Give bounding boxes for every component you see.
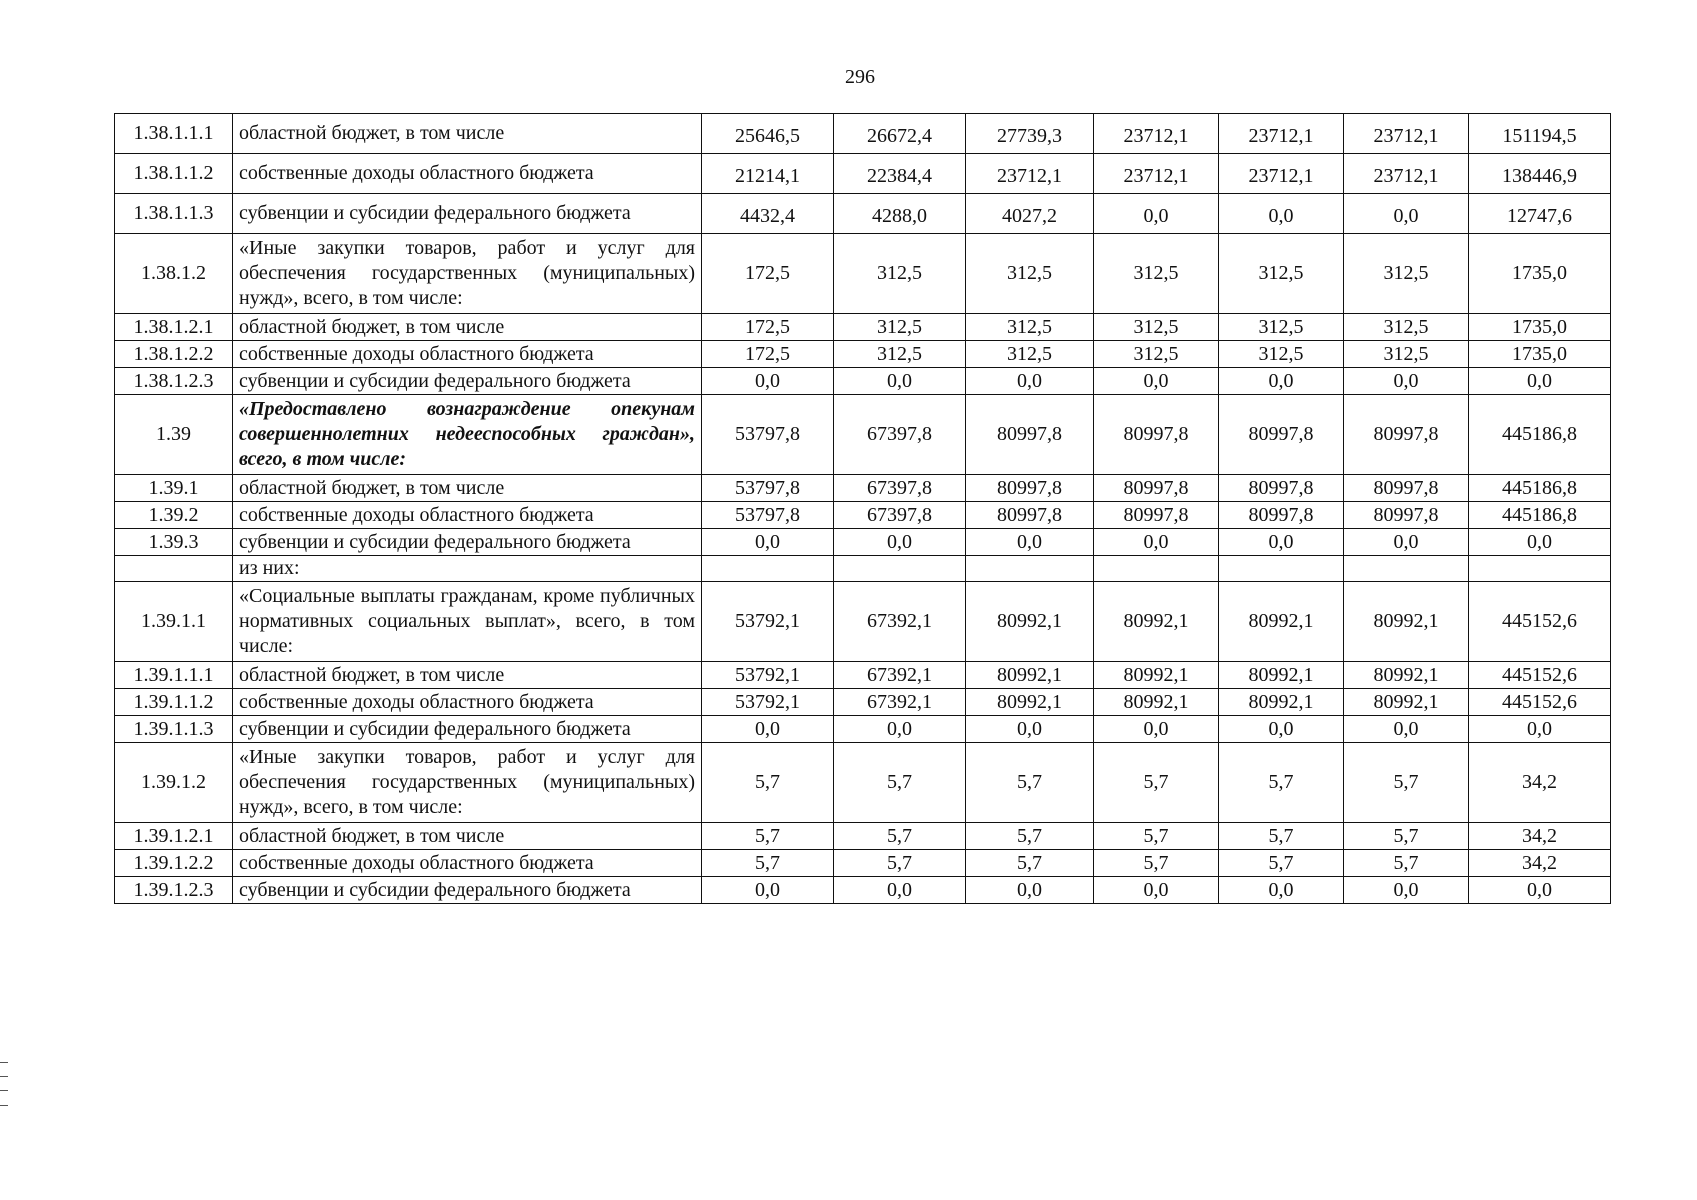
- row-year-value: 5,7: [966, 743, 1094, 823]
- row-year-value: 80997,8: [1344, 395, 1469, 475]
- row-year-value: 27739,3: [966, 114, 1094, 154]
- table-row: [115, 689, 1611, 716]
- row-code: 1.39.1.1.1: [115, 662, 233, 689]
- row-year-value: 5,7: [966, 823, 1094, 850]
- table-row: [115, 850, 1611, 877]
- row-total-value: 1735,0: [1469, 314, 1611, 341]
- row-year-value: [1094, 556, 1219, 582]
- row-year-value: 172,5: [702, 234, 834, 314]
- row-year-value: 0,0: [1344, 529, 1469, 556]
- row-code: 1.38.1.2.3: [115, 368, 233, 395]
- row-year-value: 23712,1: [1344, 154, 1469, 194]
- row-year-value: 0,0: [1219, 529, 1344, 556]
- table-row: [115, 114, 1611, 154]
- row-year-value: 312,5: [1219, 341, 1344, 368]
- row-year-value: 5,7: [834, 850, 966, 877]
- row-name: «Социальные выплаты гражданам, кроме публичных нормативных социальных выплат», всего, в том числе:: [233, 582, 702, 662]
- row-year-value: 312,5: [966, 234, 1094, 314]
- row-name: областной бюджет, в том числе: [233, 823, 702, 850]
- row-code: 1.38.1.2.1: [115, 314, 233, 341]
- row-year-value: 5,7: [1094, 823, 1219, 850]
- row-year-value: 312,5: [1344, 314, 1469, 341]
- row-year-value: 0,0: [702, 368, 834, 395]
- row-year-value: 0,0: [834, 529, 966, 556]
- row-year-value: 0,0: [966, 877, 1094, 904]
- row-name: «Иные закупки товаров, работ и услуг для обеспечения государственных (муниципальных) нужд», всего, в том числе:: [233, 743, 702, 823]
- row-total-value: 0,0: [1469, 877, 1611, 904]
- row-year-value: 172,5: [702, 314, 834, 341]
- row-year-value: 0,0: [1219, 877, 1344, 904]
- row-name: собственные доходы областного бюджета: [233, 850, 702, 877]
- row-name: субвенции и субсидии федерального бюджета: [233, 877, 702, 904]
- row-code: 1.38.1.2.2: [115, 341, 233, 368]
- row-year-value: 312,5: [1094, 341, 1219, 368]
- row-year-value: 67392,1: [834, 582, 966, 662]
- row-year-value: 0,0: [1344, 194, 1469, 234]
- row-year-value: 0,0: [1344, 368, 1469, 395]
- row-year-value: 80997,8: [1219, 475, 1344, 502]
- row-name: собственные доходы областного бюджета: [233, 502, 702, 529]
- row-year-value: 80997,8: [1094, 475, 1219, 502]
- row-name: областной бюджет, в том числе: [233, 314, 702, 341]
- table-row: [115, 368, 1611, 395]
- row-total-value: 445186,8: [1469, 502, 1611, 529]
- table-row: [115, 823, 1611, 850]
- row-year-value: 53797,8: [702, 502, 834, 529]
- row-year-value: 22384,4: [834, 154, 966, 194]
- row-year-value: 80992,1: [966, 662, 1094, 689]
- row-year-value: 5,7: [1344, 823, 1469, 850]
- row-total-value: 12747,6: [1469, 194, 1611, 234]
- row-code: 1.38.1.1.3: [115, 194, 233, 234]
- row-code: 1.39.1: [115, 475, 233, 502]
- row-year-value: 312,5: [1219, 234, 1344, 314]
- row-year-value: 67397,8: [834, 475, 966, 502]
- scan-edge-mark: [0, 1062, 8, 1106]
- row-year-value: 67397,8: [834, 502, 966, 529]
- row-code: 1.38.1.2: [115, 234, 233, 314]
- row-year-value: 312,5: [834, 234, 966, 314]
- row-name: субвенции и субсидии федерального бюджета: [233, 529, 702, 556]
- row-year-value: 80992,1: [1219, 662, 1344, 689]
- row-year-value: 67392,1: [834, 662, 966, 689]
- table-row: [115, 877, 1611, 904]
- row-code: 1.39.2: [115, 502, 233, 529]
- row-code: 1.38.1.1.1: [115, 114, 233, 154]
- row-name: областной бюджет, в том числе: [233, 475, 702, 502]
- table-row: [115, 743, 1611, 823]
- row-year-value: 5,7: [1219, 743, 1344, 823]
- row-year-value: 80997,8: [1344, 502, 1469, 529]
- row-year-value: 80997,8: [966, 502, 1094, 529]
- row-name: «Иные закупки товаров, работ и услуг для обеспечения государственных (муниципальных) нужд», всего, в том числе:: [233, 234, 702, 314]
- row-total-value: 1735,0: [1469, 234, 1611, 314]
- row-year-value: 53797,8: [702, 475, 834, 502]
- row-code: 1.39.1.1: [115, 582, 233, 662]
- row-year-value: 5,7: [834, 743, 966, 823]
- row-total-value: 445152,6: [1469, 662, 1611, 689]
- table-row: [115, 395, 1611, 475]
- row-year-value: 312,5: [966, 341, 1094, 368]
- row-year-value: 5,7: [702, 850, 834, 877]
- row-year-value: 67397,8: [834, 395, 966, 475]
- row-name: собственные доходы областного бюджета: [233, 341, 702, 368]
- row-year-value: 80997,8: [1219, 395, 1344, 475]
- table-row: [115, 582, 1611, 662]
- table-row: [115, 341, 1611, 368]
- row-year-value: 4432,4: [702, 194, 834, 234]
- row-code: 1.39.1.1.3: [115, 716, 233, 743]
- row-year-value: 312,5: [1344, 234, 1469, 314]
- row-year-value: 0,0: [1094, 194, 1219, 234]
- row-year-value: 0,0: [834, 877, 966, 904]
- row-year-value: 312,5: [1219, 314, 1344, 341]
- row-year-value: 0,0: [1219, 194, 1344, 234]
- row-year-value: 67392,1: [834, 689, 966, 716]
- row-code: 1.39.1.2: [115, 743, 233, 823]
- row-year-value: 0,0: [1094, 716, 1219, 743]
- row-year-value: 0,0: [834, 716, 966, 743]
- row-year-value: 5,7: [1344, 743, 1469, 823]
- budget-table: [114, 113, 1611, 904]
- row-year-value: 53792,1: [702, 582, 834, 662]
- table-row: [115, 529, 1611, 556]
- row-year-value: 312,5: [834, 314, 966, 341]
- row-code: 1.39.1.1.2: [115, 689, 233, 716]
- row-year-value: 80992,1: [1344, 662, 1469, 689]
- row-year-value: 23712,1: [1094, 114, 1219, 154]
- row-total-value: 1735,0: [1469, 341, 1611, 368]
- row-year-value: 53797,8: [702, 395, 834, 475]
- row-total-value: 151194,5: [1469, 114, 1611, 154]
- row-year-value: 23712,1: [1219, 154, 1344, 194]
- table-body: [115, 114, 1611, 904]
- row-year-value: 23712,1: [1344, 114, 1469, 154]
- row-total-value: 445152,6: [1469, 582, 1611, 662]
- row-total-value: 0,0: [1469, 716, 1611, 743]
- row-year-value: 0,0: [834, 368, 966, 395]
- row-year-value: 80992,1: [966, 582, 1094, 662]
- row-year-value: 0,0: [1219, 368, 1344, 395]
- row-year-value: 80997,8: [1094, 502, 1219, 529]
- row-year-value: 5,7: [1219, 823, 1344, 850]
- row-year-value: 80992,1: [1094, 582, 1219, 662]
- row-year-value: 4288,0: [834, 194, 966, 234]
- row-total-value: 34,2: [1469, 743, 1611, 823]
- row-year-value: 80992,1: [1219, 689, 1344, 716]
- row-code: [115, 556, 233, 582]
- row-year-value: 0,0: [1344, 877, 1469, 904]
- row-year-value: 312,5: [1094, 234, 1219, 314]
- row-year-value: 5,7: [702, 743, 834, 823]
- row-year-value: 5,7: [1219, 850, 1344, 877]
- table-row: [115, 502, 1611, 529]
- row-year-value: 23712,1: [966, 154, 1094, 194]
- table-row: [115, 154, 1611, 194]
- table-row: [115, 662, 1611, 689]
- table-row: [115, 716, 1611, 743]
- row-year-value: 80997,8: [966, 475, 1094, 502]
- row-year-value: 312,5: [1094, 314, 1219, 341]
- row-name: областной бюджет, в том числе: [233, 662, 702, 689]
- row-total-value: 138446,9: [1469, 154, 1611, 194]
- row-total-value: 445186,8: [1469, 475, 1611, 502]
- row-year-value: 53792,1: [702, 662, 834, 689]
- row-year-value: 0,0: [1344, 716, 1469, 743]
- row-year-value: 312,5: [1344, 341, 1469, 368]
- row-year-value: 0,0: [1219, 716, 1344, 743]
- row-year-value: 80997,8: [1094, 395, 1219, 475]
- row-year-value: 80997,8: [966, 395, 1094, 475]
- row-total-value: 0,0: [1469, 529, 1611, 556]
- table-row: [115, 475, 1611, 502]
- row-name: субвенции и субсидии федерального бюджета: [233, 368, 702, 395]
- row-code: 1.39: [115, 395, 233, 475]
- row-total-value: 34,2: [1469, 823, 1611, 850]
- row-year-value: 0,0: [966, 529, 1094, 556]
- row-year-value: 80992,1: [1219, 582, 1344, 662]
- row-year-value: 80997,8: [1344, 475, 1469, 502]
- row-year-value: 23712,1: [1094, 154, 1219, 194]
- row-year-value: 0,0: [1094, 368, 1219, 395]
- row-name: областной бюджет, в том числе: [233, 114, 702, 154]
- row-year-value: 23712,1: [1219, 114, 1344, 154]
- row-year-value: 0,0: [966, 716, 1094, 743]
- row-year-value: [1219, 556, 1344, 582]
- table-row: [115, 194, 1611, 234]
- row-year-value: [702, 556, 834, 582]
- row-code: 1.39.1.2.3: [115, 877, 233, 904]
- row-year-value: 0,0: [702, 529, 834, 556]
- row-code: 1.39.1.2.1: [115, 823, 233, 850]
- row-year-value: 4027,2: [966, 194, 1094, 234]
- row-name: собственные доходы областного бюджета: [233, 154, 702, 194]
- row-year-value: 312,5: [834, 341, 966, 368]
- row-total-value: 0,0: [1469, 368, 1611, 395]
- row-name: «Предоставлено вознаграждение опекунам совершеннолетних недееспособных граждан», всего, в том числе:: [233, 395, 702, 475]
- row-year-value: 0,0: [1094, 877, 1219, 904]
- row-year-value: 0,0: [702, 877, 834, 904]
- page-number: 296: [845, 66, 875, 88]
- row-name: субвенции и субсидии федерального бюджета: [233, 194, 702, 234]
- row-total-value: 34,2: [1469, 850, 1611, 877]
- row-name: субвенции и субсидии федерального бюджета: [233, 716, 702, 743]
- row-year-value: 5,7: [966, 850, 1094, 877]
- row-name: собственные доходы областного бюджета: [233, 689, 702, 716]
- row-year-value: 0,0: [702, 716, 834, 743]
- table-row: [115, 314, 1611, 341]
- row-year-value: 80992,1: [1094, 689, 1219, 716]
- row-year-value: 312,5: [966, 314, 1094, 341]
- row-name: из них:: [233, 556, 702, 582]
- row-year-value: [1344, 556, 1469, 582]
- row-year-value: 5,7: [1094, 850, 1219, 877]
- row-year-value: [966, 556, 1094, 582]
- row-total-value: 445152,6: [1469, 689, 1611, 716]
- table-row: [115, 234, 1611, 314]
- row-year-value: 5,7: [1094, 743, 1219, 823]
- row-year-value: 172,5: [702, 341, 834, 368]
- row-year-value: 0,0: [966, 368, 1094, 395]
- row-year-value: 80997,8: [1219, 502, 1344, 529]
- row-code: 1.39.1.2.2: [115, 850, 233, 877]
- row-year-value: 80992,1: [1344, 689, 1469, 716]
- row-year-value: 0,0: [1094, 529, 1219, 556]
- row-year-value: 80992,1: [1344, 582, 1469, 662]
- row-code: 1.39.3: [115, 529, 233, 556]
- row-year-value: 5,7: [834, 823, 966, 850]
- row-year-value: 5,7: [702, 823, 834, 850]
- row-total-value: 445186,8: [1469, 395, 1611, 475]
- table-row: [115, 556, 1611, 582]
- row-year-value: 80992,1: [1094, 662, 1219, 689]
- row-code: 1.38.1.1.2: [115, 154, 233, 194]
- row-year-value: 25646,5: [702, 114, 834, 154]
- row-year-value: 26672,4: [834, 114, 966, 154]
- row-year-value: [834, 556, 966, 582]
- row-year-value: 53792,1: [702, 689, 834, 716]
- row-year-value: 21214,1: [702, 154, 834, 194]
- row-year-value: 80992,1: [966, 689, 1094, 716]
- row-total-value: [1469, 556, 1611, 582]
- row-year-value: 5,7: [1344, 850, 1469, 877]
